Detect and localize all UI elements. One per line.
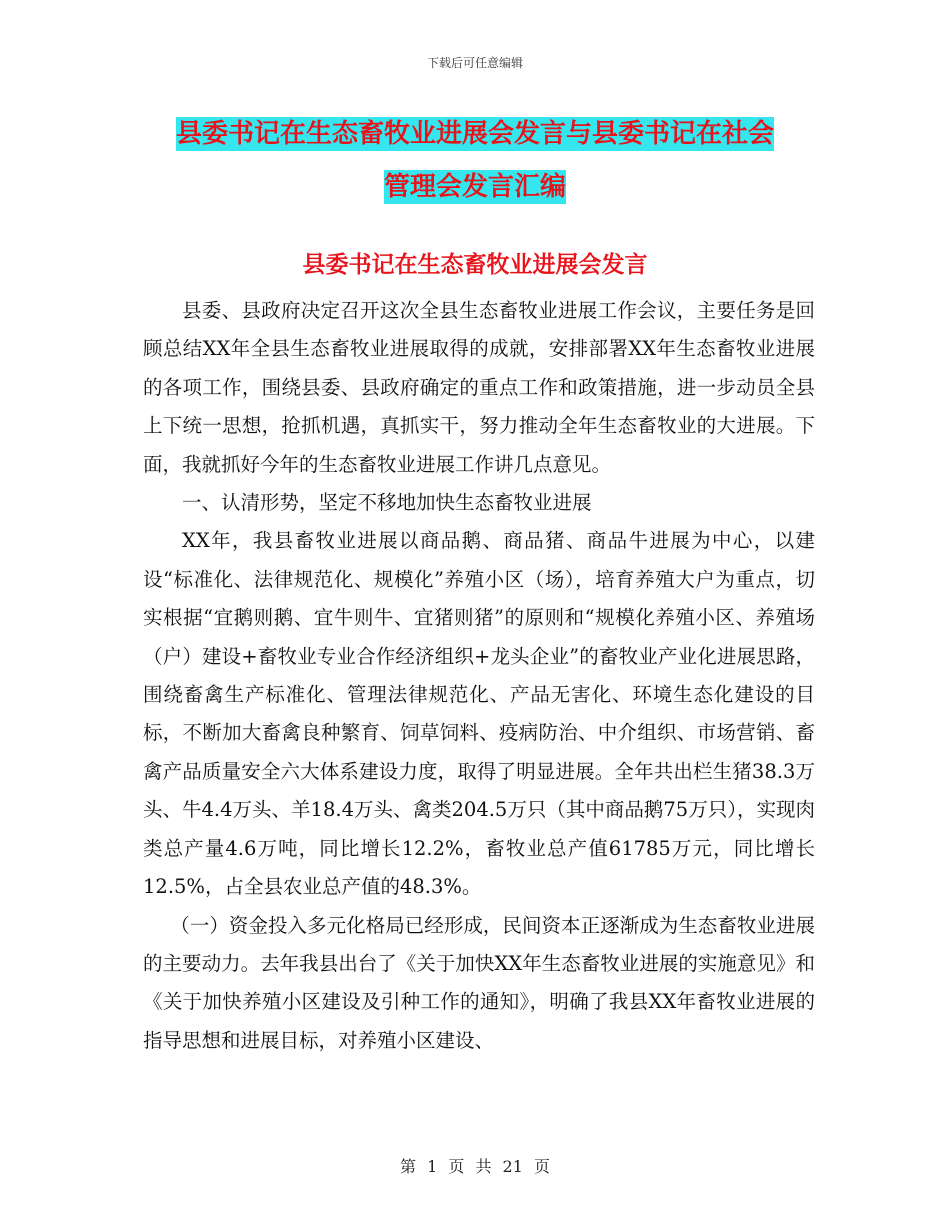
document-title <box>0 108 950 214</box>
document-body <box>143 292 815 1060</box>
section-title: 县委书记在生态畜牧业进展会发言 <box>302 252 648 278</box>
paragraph-subsection-1: （一）资金投入多元化格局已经形成，民间资本正逐渐成为生态畜牧业进展的主要动力。去年我县出台了《关于加快XX年生态畜牧业进展的实施意见》和《关于加快养殖小区建设及引种工作的通知》，明确了我县XX年畜牧业进展的指导思想和进展目标，对养殖小区建设、 <box>143 913 815 1052</box>
title-line-2: 管理会发言汇编 <box>383 172 566 202</box>
title-line-1: 县委书记在生态畜牧业进展会发言与县委书记在社会 <box>175 119 774 149</box>
paragraph-intro: 县委、县政府决定召开这次全县生态畜牧业进展工作会议，主要任务是回顾总结XX年全县生态畜牧业进展取得的成就，安排部署XX年生态畜牧业进展的各项工作，围绕县委、县政府确定的重点工作和政策措施，进一步动员全县上下统一思想，抢抓机遇，真抓实干，努力推动全年生态畜牧业的大进展。下面，我就抓好今年的生态畜牧业进展工作讲几点意见。 <box>143 299 815 476</box>
paragraph-heading-1: 一、认清形势，坚定不移地加快生态畜牧业进展 <box>182 491 592 515</box>
page-footer: 第 1 页 共 21 页 <box>400 1157 550 1176</box>
header-note: 下载后可任意编辑 <box>426 56 523 70</box>
paragraph-summary: XX年，我县畜牧业进展以商品鹅、商品猪、商品牛进展为中心，以建设“标准化、法律规范化、规模化”养殖小区（场），培育养殖大户为重点，切实根据“宜鹅则鹅、宜牛则牛、宜猪则猪”的原则和“规模化养殖小区、养殖场（户）建设+畜牧业专业合作经济组织+龙头企业”的畜牧业产业化进展思路，围绕畜禽生产标准化、管理法律规范化、产品无害化、环境生态化建设的目标，不断加大畜禽良种繁育、饲草饲料、疫病防治、中介组织、市场营销、畜禽产品质量安全六大体系建设力度，取得了明显进展。全年共出栏生猪38.3万头、牛4.4万头、羊18.4万头、禽类204.5万只（其中商品鹅75万只），实现肉类总产量4.6万吨，同比增长12.2%，畜牧业总产值61785万元，同比增长12.5%，占全县农业总产值的48.3%。 <box>143 529 815 899</box>
